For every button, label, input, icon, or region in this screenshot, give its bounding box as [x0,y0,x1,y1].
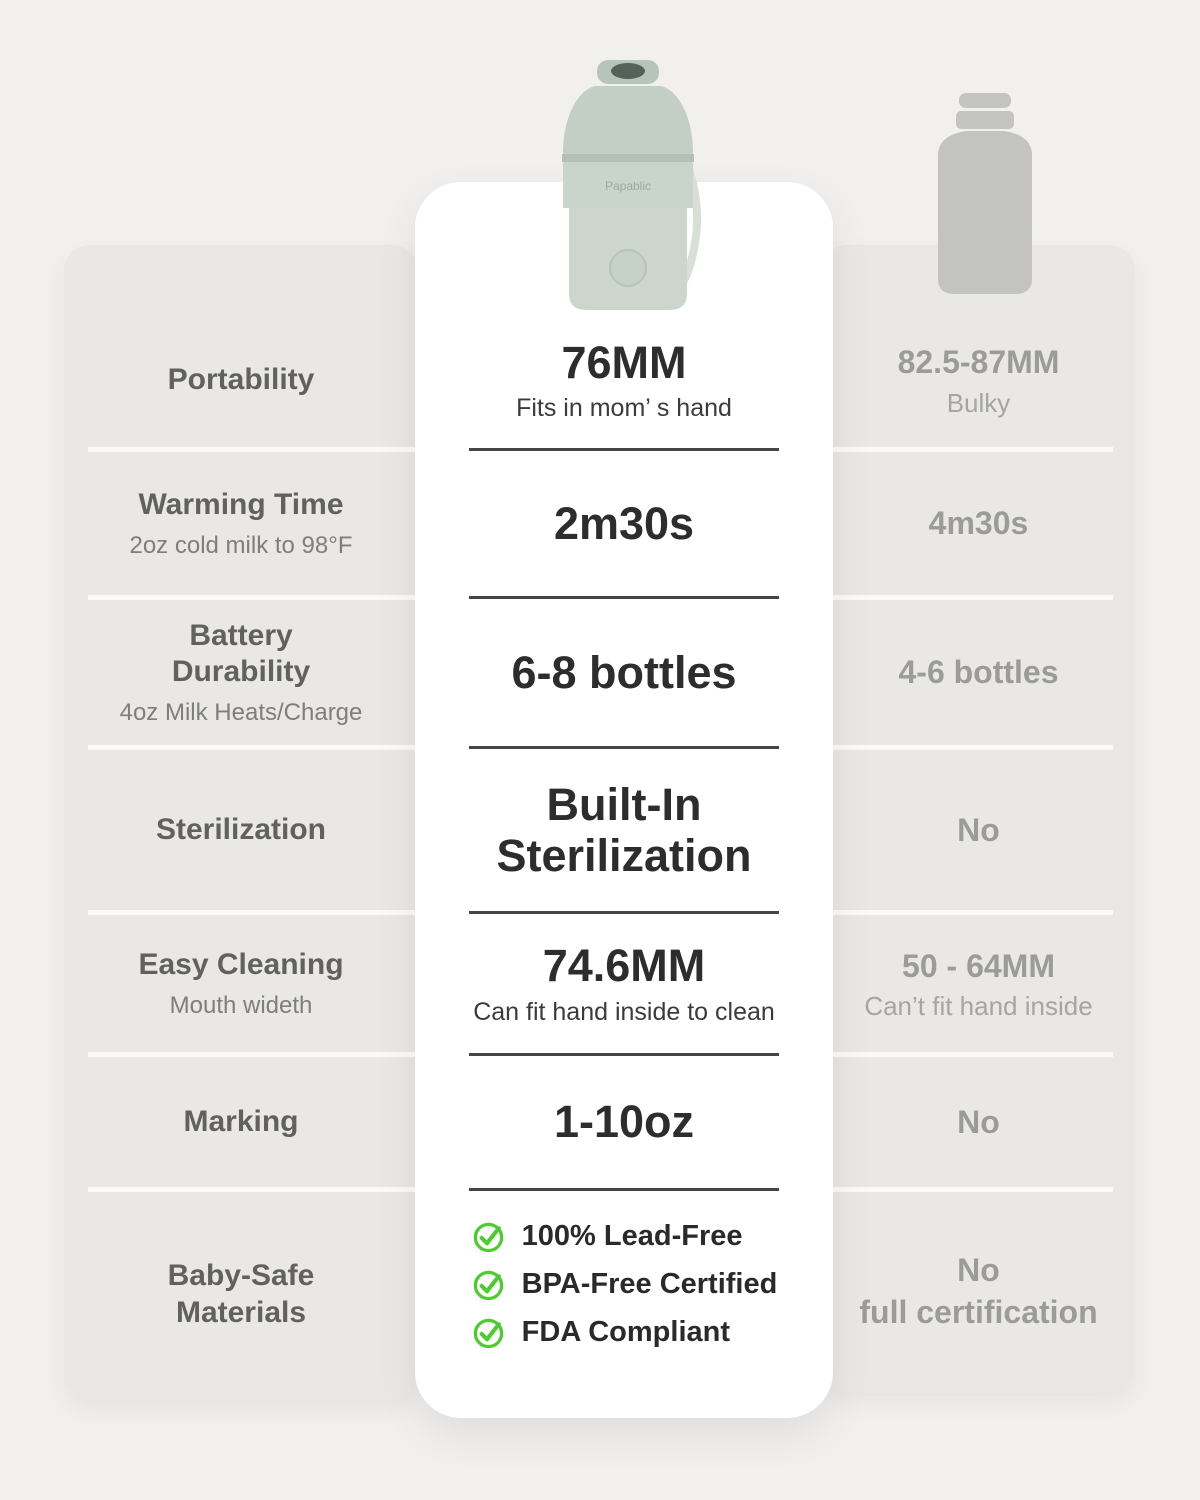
product-value: Built-In Sterilization [496,779,752,881]
row-divider [88,595,418,600]
competitor-row-battery [822,598,1135,748]
feature-label: Battery Durability [171,618,311,689]
check-circle-icon [471,1267,506,1302]
feature-label: Sterilization [155,813,327,847]
row-divider [822,595,1113,600]
row-divider [469,1053,779,1056]
competitor-row-marking [822,1055,1135,1190]
product-row-battery [415,598,833,748]
feature-sublabel: Mouth wideth [169,991,313,1019]
competitor-value: 50 - 64MM [902,947,1055,984]
product-row-baby-safe [415,1190,833,1418]
row-divider [469,1188,779,1191]
competitor-note: full certification [859,1293,1098,1330]
feature-row-warming-time [64,450,418,598]
feature-row-baby-safe [64,1190,418,1400]
product-row-marking [415,1055,833,1190]
product-row-warming-time [415,450,833,598]
feature-row-sterilization [64,748,418,913]
competitor-note: Can’t fit hand inside [864,991,1093,1022]
row-divider [469,746,779,749]
row-divider [822,1187,1113,1192]
brand-logo-text: Papablic [604,179,652,193]
power-button [610,250,646,286]
row-divider [88,1052,418,1057]
check-label: FDA Compliant [521,1315,731,1348]
competitor-row-sterilization [822,748,1135,913]
checklist-item [471,1315,730,1350]
feature-label: Marking [183,1105,299,1139]
product-value: 6-8 bottles [511,646,737,698]
competitor-value: 4-6 bottles [898,654,1059,691]
competitor-row-warming-time [822,450,1135,598]
row-divider [469,448,779,451]
competitor-row-baby-safe [822,1190,1135,1393]
checklist-item [471,1219,743,1254]
product-value-card [415,182,833,1418]
checklist-item [471,1267,778,1302]
feature-row-easy-cleaning [64,913,418,1055]
check-circle-icon [471,1315,506,1350]
competitor-value: 82.5-87MM [897,344,1060,381]
row-divider [88,447,418,452]
check-label: BPA-Free Certified [521,1267,778,1300]
row-divider [88,1187,418,1192]
competitor-row-easy-cleaning [822,913,1135,1055]
competitor-bottle-silhouette [925,93,1045,305]
product-value: 1-10oz [553,1096,695,1148]
product-value: 74.6MM [542,940,706,992]
competitor-panel [822,245,1135,1393]
row-divider [88,745,418,750]
competitor-value: 4m30s [928,505,1029,542]
feature-label: Warming Time [138,488,344,522]
feature-row-battery [64,598,418,748]
feature-row-marking [64,1055,418,1190]
row-divider [469,596,779,599]
competitor-note: Bulky [946,387,1011,418]
competitor-value: No [957,1103,1000,1140]
feature-row-portability [64,245,418,450]
row-divider [822,910,1113,915]
row-divider [822,1052,1113,1057]
feature-label-panel [64,245,418,1400]
product-photo [535,58,720,316]
feature-label: Portability [167,363,315,397]
feature-label: Baby-Safe Materials [167,1259,315,1329]
row-divider [822,745,1113,750]
product-value: 76MM [561,336,687,388]
product-note: Fits in mom’ s hand [516,394,732,423]
product-row-sterilization [415,748,833,913]
feature-sublabel: 2oz cold milk to 98°F [129,531,353,559]
row-divider [88,910,418,915]
product-note: Can fit hand inside to clean [473,997,775,1026]
competitor-value: No [957,1251,1000,1288]
feature-label: Easy Cleaning [138,948,344,982]
feature-sublabel: 4oz Milk Heats/Charge [119,699,363,726]
product-value-list [415,245,833,1418]
row-divider [469,911,779,914]
competitor-value: No [957,811,1000,848]
product-row-easy-cleaning [415,913,833,1055]
product-value: 2m30s [553,497,695,549]
check-label: 100% Lead-Free [521,1219,743,1252]
row-divider [822,447,1113,452]
check-circle-icon [471,1219,506,1254]
safety-checklist [471,1219,778,1350]
